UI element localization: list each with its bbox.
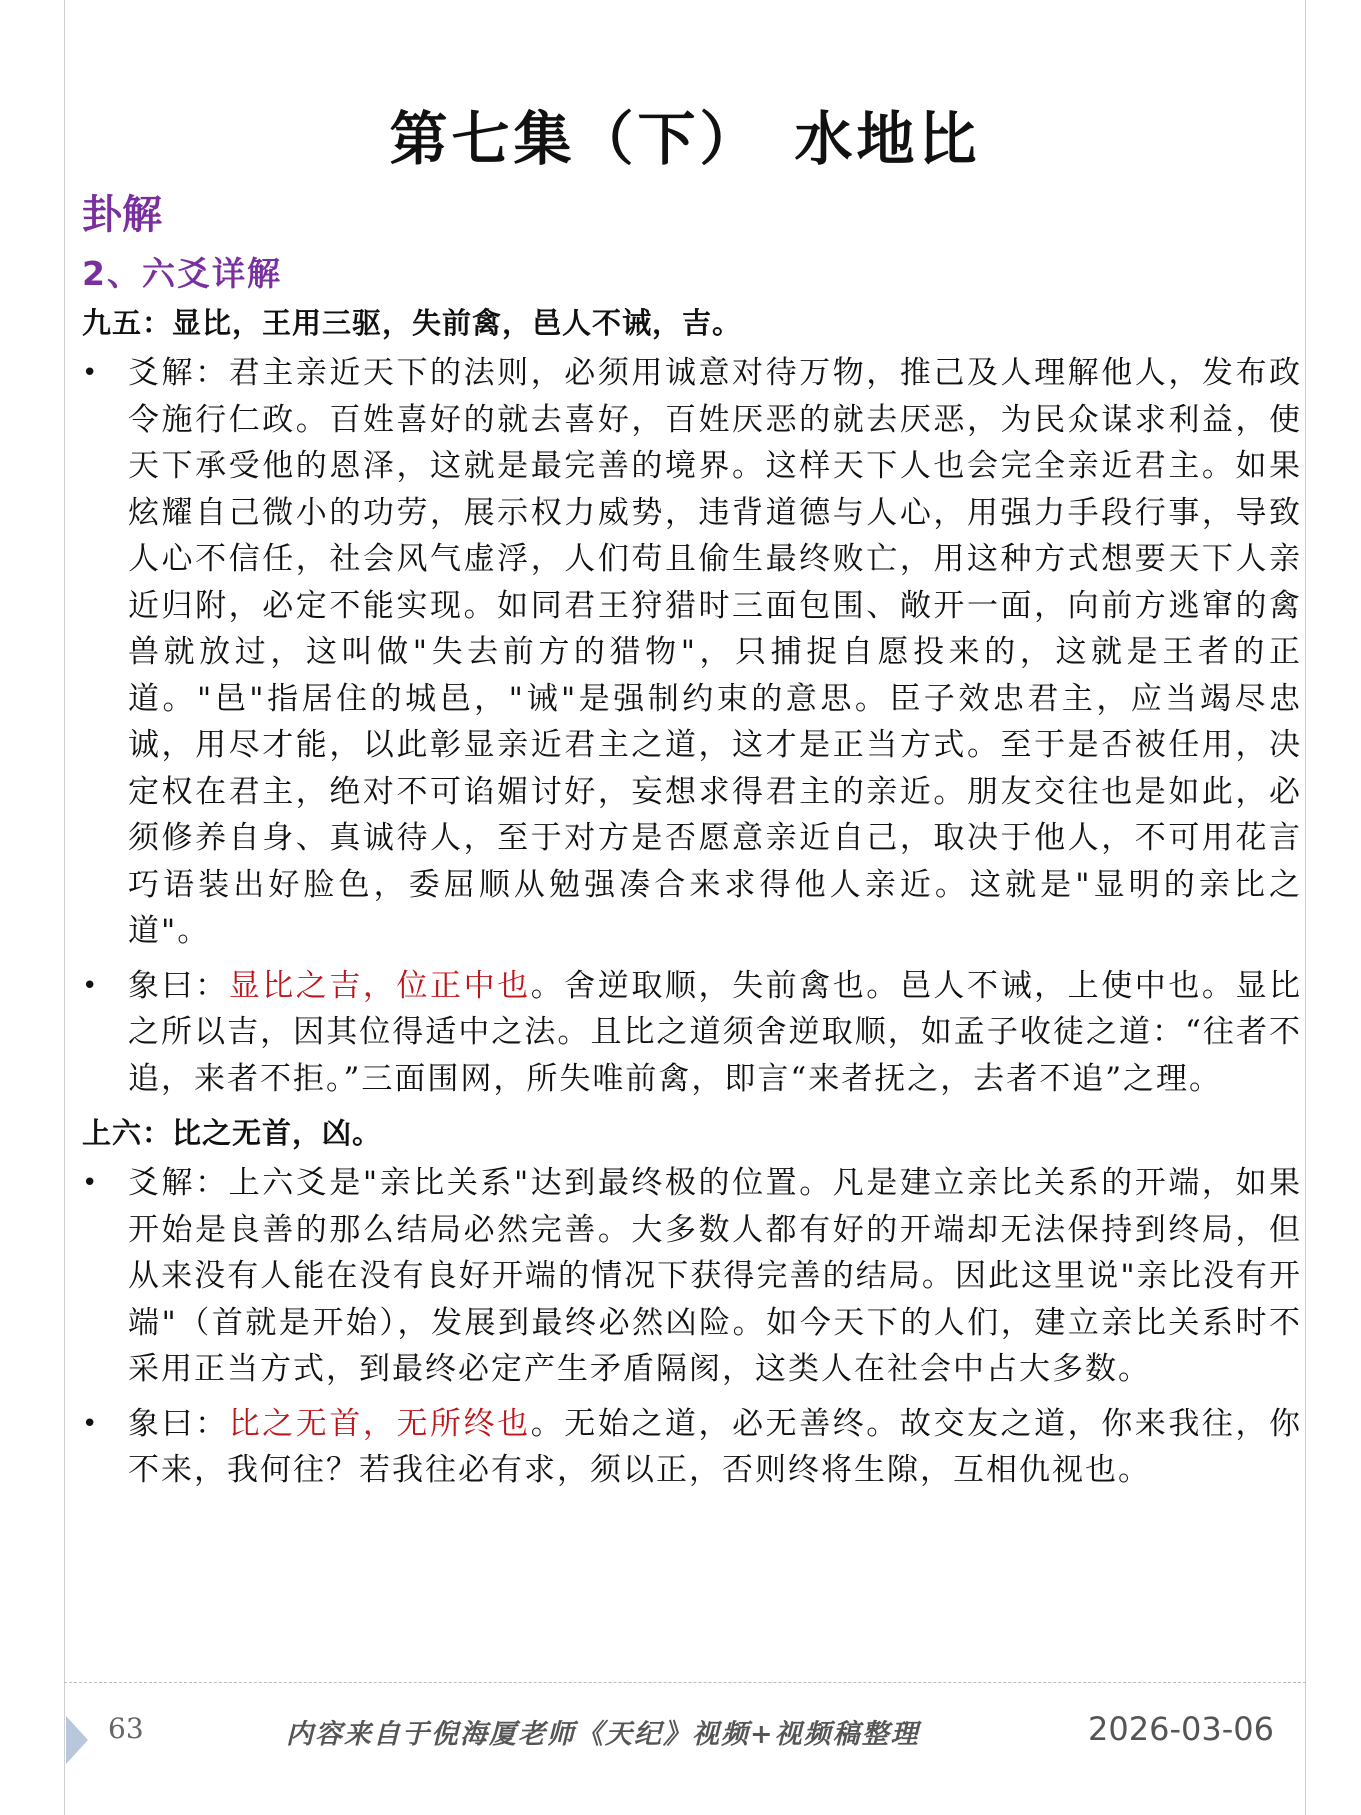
yao-heading: 九五：显比，王用三驱，失前禽，邑人不诫，吉。 (82, 306, 743, 340)
triangle-marker-icon (66, 1716, 88, 1764)
xiang-prefix: 象曰： (128, 1405, 229, 1442)
page-title: 第七集（下） 水地比 (389, 105, 981, 173)
footer-divider (64, 1682, 1306, 1683)
section-heading: 卦解 (82, 192, 162, 238)
subsection-heading: 2、六爻详解 (82, 254, 282, 293)
xiang-rest: 。舍逆取顺，失前禽也。邑人不诫，上使中也。显比之所以吉，因其位得适中之法。且比之道须舍逆取顺，如孟子收徒之道：“往者不追，来者不拒。”三面围网，所失唯前禽，即言“来者抚之，去者不追”之理。 (128, 967, 1303, 1097)
xiang-highlight: 比之无首，无所终也 (228, 1405, 531, 1442)
yao-block-jiuwu (82, 300, 1302, 1102)
yao-explanation (82, 350, 1302, 955)
content-body (82, 300, 1302, 1502)
yao-block-shangliu (82, 1110, 1302, 1494)
yao-explanation-text: 爻解：君主亲近天下的法则，必须用诚意对待万物，推己及人理解他人，发布政令施行仁政。百姓喜好的就去喜好，百姓厌恶的就去厌恶，为民众谋求利益，使天下承受他的恩泽，这就是最完善的境界。这样天下人也会完全亲近君主。如果炫耀自己微小的功劳，展示权力威势，违背道德与人心，用强力手段行事，导致人心不信任，社会风气虚浮，人们苟且偷生最终败亡，用这种方式想要天下人亲近归附，必定不能实现。如同君王狩猎时三面包围、敞开一面，向前方逃窜的禽兽就放过，这叫做"失去前方的猎物"，只捕捉自愿投来的，这就是王者的正道。"邑"指居住的城邑，"诫"是强制约束的意思。臣子效忠君主，应当竭尽忠诚，用尽才能，以此彰显亲近君主之道，这才是正当方式。至于是否被任用，决定权在君主，绝对不可谄媚讨好，妄想求得君主的亲近。朋友交往也是如此，必须修养自身、真诚待人，至于对方是否愿意亲近自己，取决于他人，不可用花言巧语装出好脸色，委屈顺从勉强凑合来求得他人亲近。这就是"显明的亲比之道"。 (128, 355, 1302, 949)
yao-explanation (82, 1160, 1302, 1393)
yao-heading: 上六：比之无首，凶。 (82, 1116, 383, 1150)
xiang-rest: 。无始之道，必无善终。故交友之道，你来我往，你不来，我何往？若我往必有求，须以正，否则终将生隙，互相仇视也。 (128, 1405, 1303, 1488)
xiang-commentary (82, 963, 1302, 1103)
xiang-prefix: 象曰： (128, 967, 229, 1004)
footer-source: 内容来自于倪海厦老师《天纪》视频+视频稿整理 (286, 1719, 920, 1750)
page-number: 63 (108, 1712, 144, 1745)
xiang-highlight: 显比之吉，位正中也 (228, 967, 531, 1004)
footer-date: 2026-03-06 (1088, 1710, 1274, 1748)
xiang-commentary (82, 1401, 1302, 1494)
yao-explanation-text: 爻解：上六爻是"亲比关系"达到最终极的位置。凡是建立亲比关系的开端，如果开始是良善的那么结局必然完善。大多数人都有好的开端却无法保持到终局，但从来没有人能在没有良好开端的情况下获得完善的结局。因此这里说"亲比没有开端"（首就是开始），发展到最终必然凶险。如今天下的人们，建立亲比关系时不采用正当方式，到最终必定产生矛盾隔阂，这类人在社会中占大多数。 (128, 1165, 1302, 1387)
